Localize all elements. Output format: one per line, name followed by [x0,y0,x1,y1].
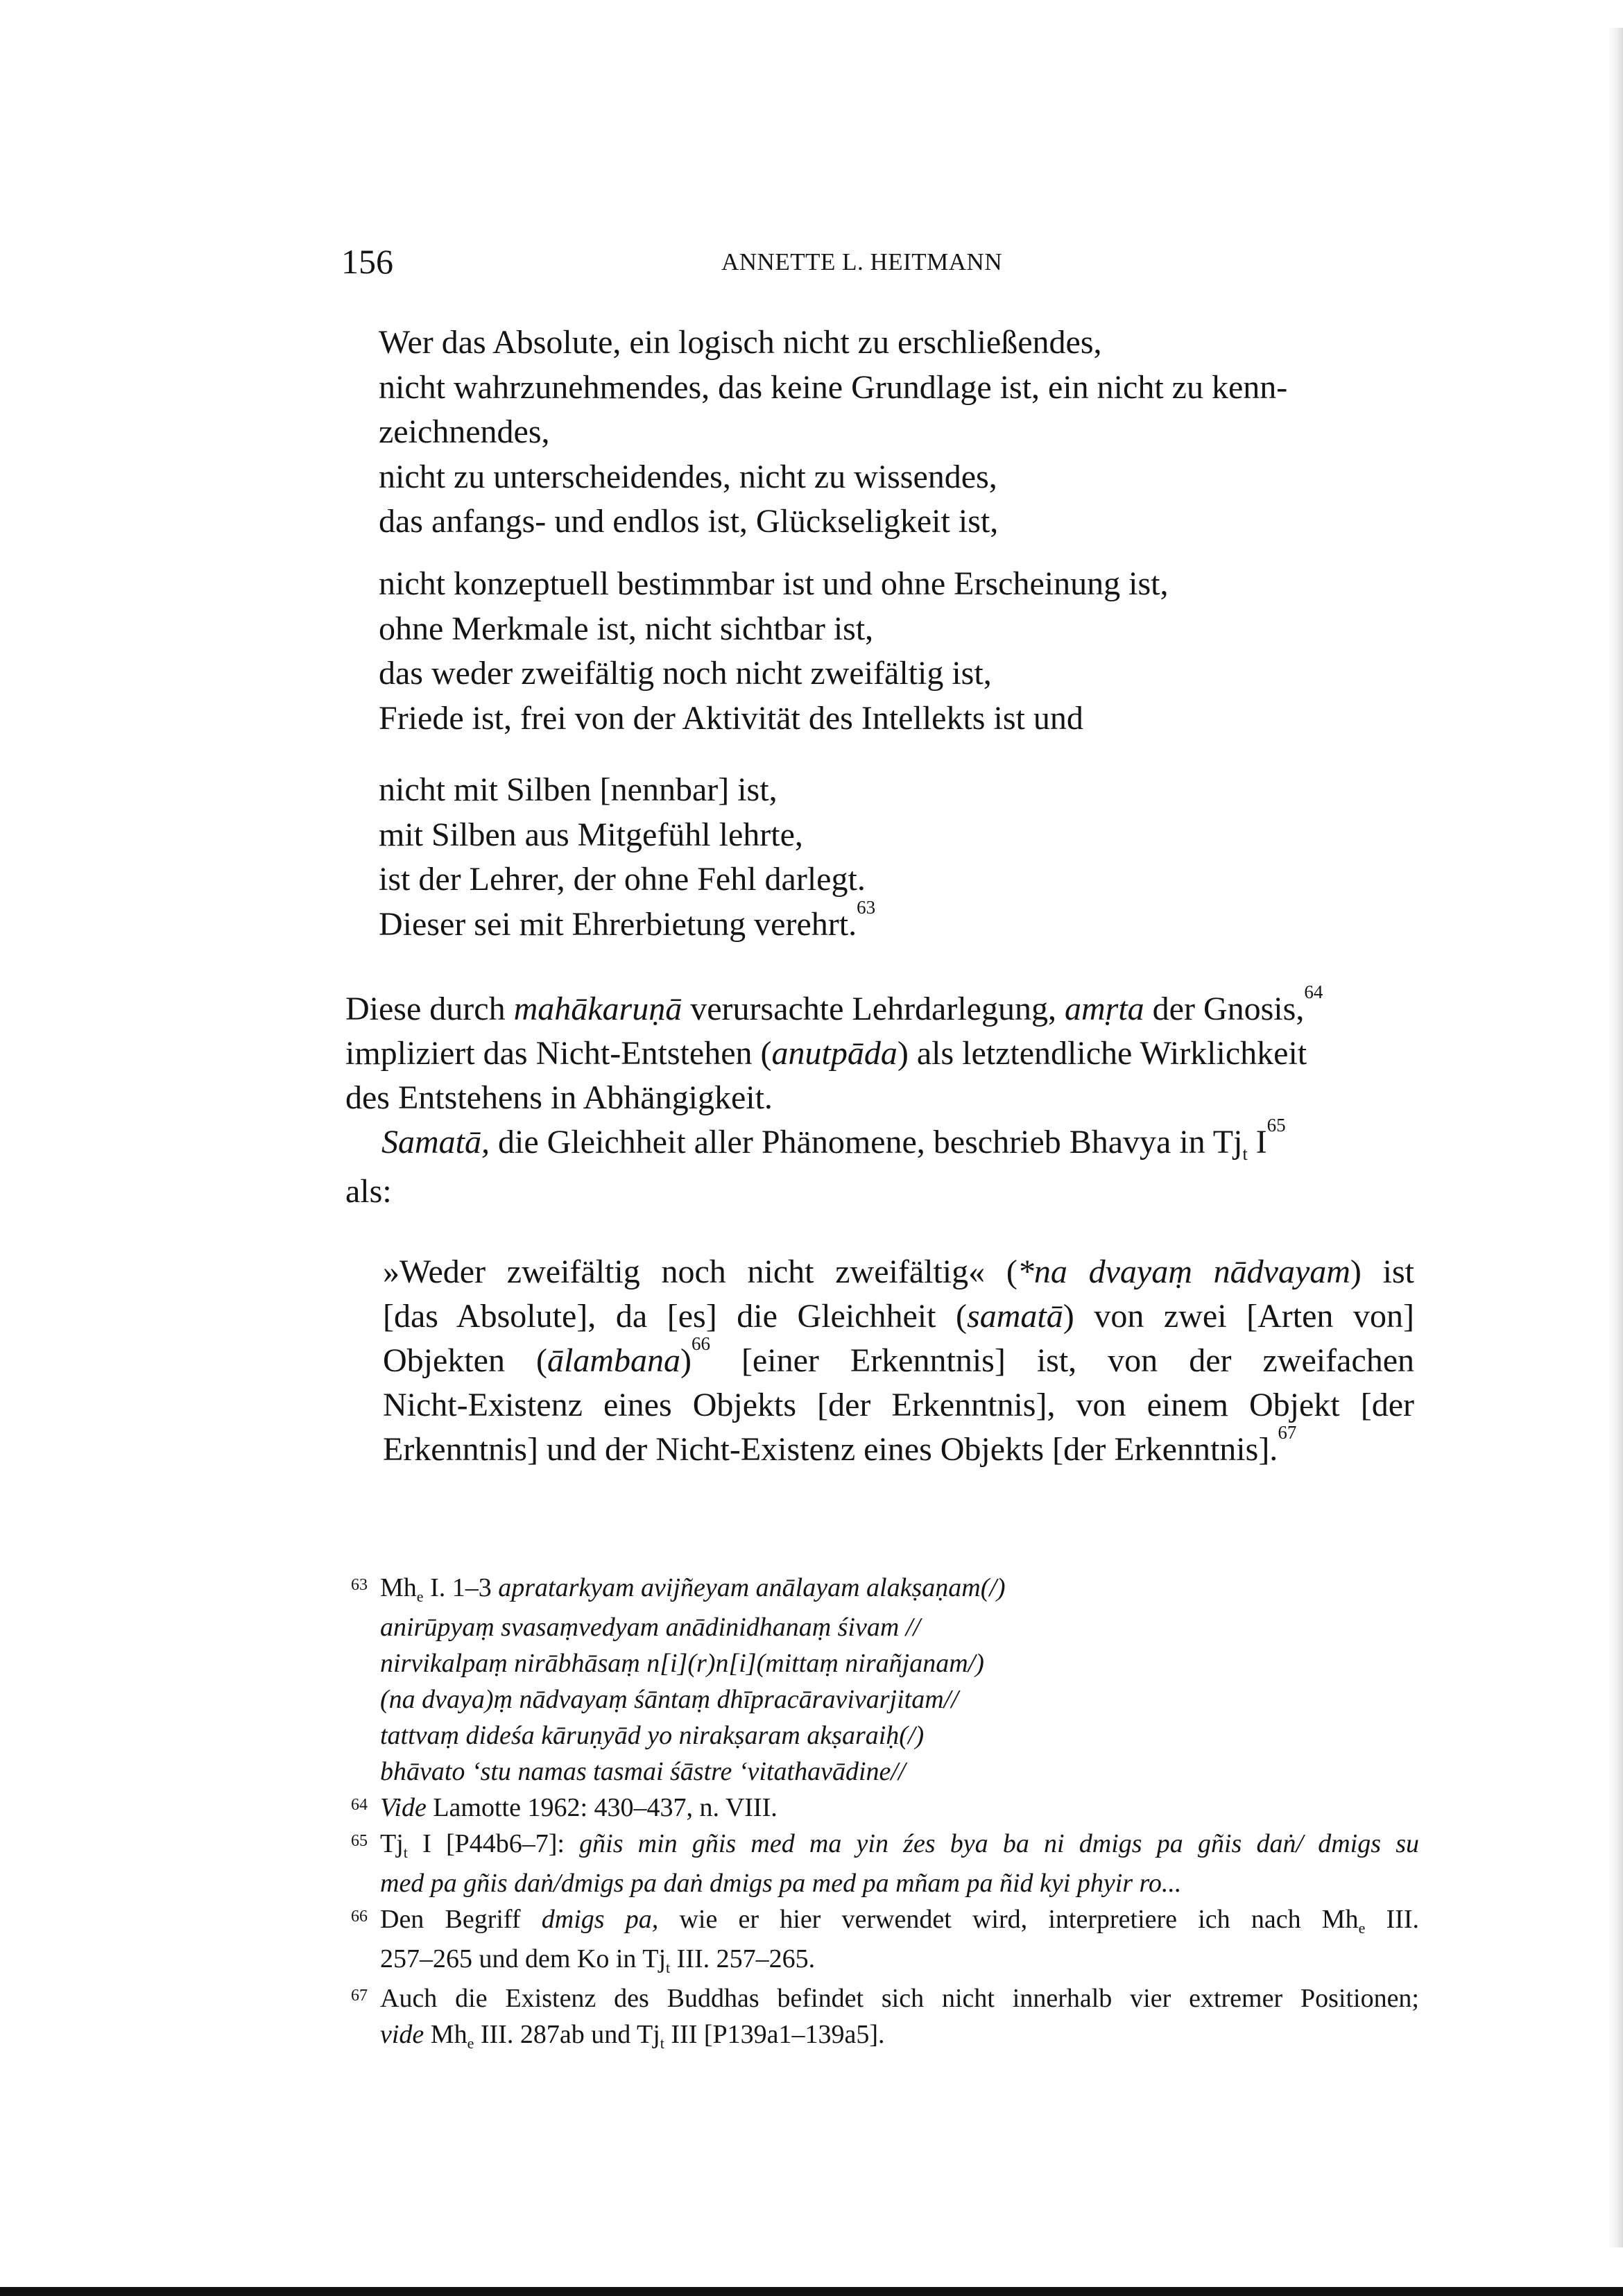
verse-text: Dieser sei mit Ehrerbietung verehrt. [379,905,857,943]
footnote-ref-63[interactable]: 63 [857,896,876,918]
text: I [P44b6–7]: [407,1829,580,1858]
subscript: e [1358,1919,1366,1937]
para-line [345,982,1323,1031]
text: III. [1365,1905,1419,1934]
footnote-63 [351,1570,1419,1790]
text: ) als letztendliche Wirklichkeit [897,1035,1307,1072]
text: Mh [380,1573,417,1602]
text: der Gnosis, [1144,991,1305,1027]
sanskrit-term: *na dvayaṃ nādvayam [1017,1253,1350,1290]
footnote-line [380,1941,1419,1980]
text: III [P139a1–139a5]. [664,2020,885,2049]
footnote-ref-64[interactable]: 64 [1304,982,1323,1002]
body-paragraph-1 [345,982,1323,1120]
text: 257–265 und dem Ko in Tj [380,1944,667,1973]
tibetan-text: gñis min gñis med ma yin źes bya ba ni dmigs pa gñis daṅ/ dmigs su [579,1829,1420,1858]
text: Lamotte 1962: 430–437, n. VIII. [426,1793,778,1822]
footnote-number: 63 [351,1576,368,1594]
footnote-number: 67 [351,1987,368,2005]
text: Mh [424,2020,467,2049]
text: Objekten ( [383,1342,547,1379]
block-quote [383,1250,1414,1472]
scan-bottom-border [0,2287,1623,2296]
footnote-line: anirūpyaṃ svasaṃvedyam anādinidhanaṃ śivam // [380,1613,920,1642]
text: ) ist [1350,1253,1415,1290]
text: Erkenntnis] und der Nicht-Existenz eines Objekts [der Erkenntnis]. [383,1431,1278,1468]
verse-line: mit Silben aus Mitgefühl lehrte, [379,816,803,853]
running-head: ANNETTE L. HEITMANN [721,248,1003,275]
sanskrit-term: ālambana [547,1342,680,1379]
text: III. 257–265. [670,1944,816,1973]
footnote-ref-67[interactable]: 67 [1278,1422,1297,1443]
footnote-number: 66 [351,1908,368,1926]
subscript: t [1242,1144,1248,1164]
text: die Gleichheit aller Phänomene, beschrieb Bhavya in Tj [490,1124,1243,1160]
quote-line [383,1422,1414,1472]
text: verursachte Lehrdarlegung, [682,991,1065,1027]
footnote-line [380,2016,1419,2056]
quote-line [383,1250,1414,1294]
para-line: des Entstehens in Abhängigkeit. [345,1079,773,1116]
term-amrta: amṛta [1064,991,1144,1027]
text: Vide [380,1793,427,1822]
text: vide [380,2020,424,2049]
text: III. 287ab und Tj [474,2020,660,2049]
verse-line: Wer das Absolute, ein logisch nicht zu erschließendes, [379,324,1102,361]
footnote-line [380,1790,1419,1826]
footnote-ref-66[interactable]: 66 [691,1333,710,1354]
subscript: t [660,2034,664,2052]
verse-line: nicht wahrzunehmendes, das keine Grundlage ist, ein nicht zu kenn- [379,368,1288,406]
term-mahakaruna: mahākaruṇā [513,991,682,1027]
footnote-64 [351,1790,1419,1826]
text: I [1247,1124,1267,1160]
quote-line: Nicht-Existenz eines Objekts [der Erkenntnis], von einem Objekt [der [383,1387,1414,1423]
footnote-number: 65 [351,1832,368,1850]
text: impliziert das Nicht-Entstehen ( [345,1035,772,1072]
verse-line: Friede ist, frei von der Aktivität des Intellekts ist und [379,699,1083,737]
body-paragraph-2 [345,1115,1286,1214]
quote-line [383,1294,1414,1339]
footnotes [351,1570,1419,2056]
verse-stanza-1 [379,320,1287,545]
footnote-number: 64 [351,1796,368,1814]
subscript: e [416,1588,424,1605]
footnote-line: med pa gñis daṅ/dmigs pa daṅ dmigs pa med pa mñam pa ñid kyi phyir ro... [380,1869,1182,1898]
subscript: t [403,1844,408,1861]
text: ) [680,1342,692,1379]
footnote-line: (na dvaya)ṃ nādvayaṃ śāntaṃ dhīpracāravivarjitam// [380,1685,959,1714]
text: Tj [380,1829,404,1858]
subscript: t [666,1959,671,1976]
para-line [345,1031,1323,1076]
verse-line: zeichnendes, [379,413,550,450]
text: wie er hier verwendet wird, interpretiere ich nach Mh [658,1905,1359,1934]
scan-edge-shadow [1608,28,1623,2247]
verse-line: ist der Lehrer, der ohne Fehl darlegt. [379,861,866,898]
footnote-line: bhāvato ‘stu namas tasmai śāstre ‘vitathavādine// [380,1757,906,1786]
text: Diese durch [345,991,514,1027]
verse-line: das anfangs- und endlos ist, Glückseligkeit ist, [379,503,999,540]
term-samata: Samatā, [381,1124,490,1160]
verse-stanza-3 [379,768,875,947]
quote-line [383,1333,1414,1383]
text: I. 1–3 [423,1573,499,1602]
text: »Weder zweifältig noch nicht zweifältig« ( [383,1253,1017,1290]
verse-line: das weder zweifältig noch nicht zweifältig ist, [379,655,992,692]
tibetan-term: dmigs pa, [541,1905,659,1934]
subscript: e [467,2034,474,2052]
footnote-line [380,1901,1419,1941]
para-line [345,1115,1286,1170]
verse-line: nicht mit Silben [nennbar] ist, [379,771,778,808]
text: [das Absolute], da [es] die Gleichheit ( [383,1298,968,1335]
footnote-ref-65[interactable]: 65 [1266,1115,1286,1136]
footnote-line: nirvikalpaṃ nirābhāsaṃ n[i](r)n[i](mittaṃ nirañjanam/) [380,1649,984,1678]
text: [einer Erkenntnis] ist, von der zweifachen [710,1342,1414,1379]
verse-stanza-2 [379,562,1168,741]
text: ) von zwei [Arten von] [1063,1298,1414,1335]
footnote-line: Auch die Existenz des Buddhas befindet sich nicht innerhalb vier extremer Positionen; [380,1984,1419,2013]
para-line: als: [345,1173,392,1210]
footnote-line: tattvaṃ dideśa kāruṇyād yo nirakṣaram akṣaraiḥ(/) [380,1721,925,1750]
sanskrit-term: samatā [967,1298,1063,1335]
footnote-67 [351,1980,1419,2056]
verse-line: nicht konzeptuell bestimmbar ist und ohne Erscheinung ist, [379,565,1169,602]
footnote-66 [351,1901,1419,1980]
sanskrit-verse: apratarkyam avijñeyam anālayam alakṣaṇam(/) [498,1573,1006,1602]
verse-line: ohne Merkmale ist, nicht sichtbar ist, [379,610,874,647]
footnote-65 [351,1826,1419,1901]
verse-line: nicht zu unterscheidendes, nicht zu wissendes, [379,458,997,495]
verse-line [379,896,876,948]
footnote-line [380,1570,1419,1609]
term-anutpada: anutpāda [771,1035,898,1072]
page-number: 156 [341,242,393,281]
footnote-line [380,1826,1419,1865]
text: Den Begriff [380,1905,542,1934]
